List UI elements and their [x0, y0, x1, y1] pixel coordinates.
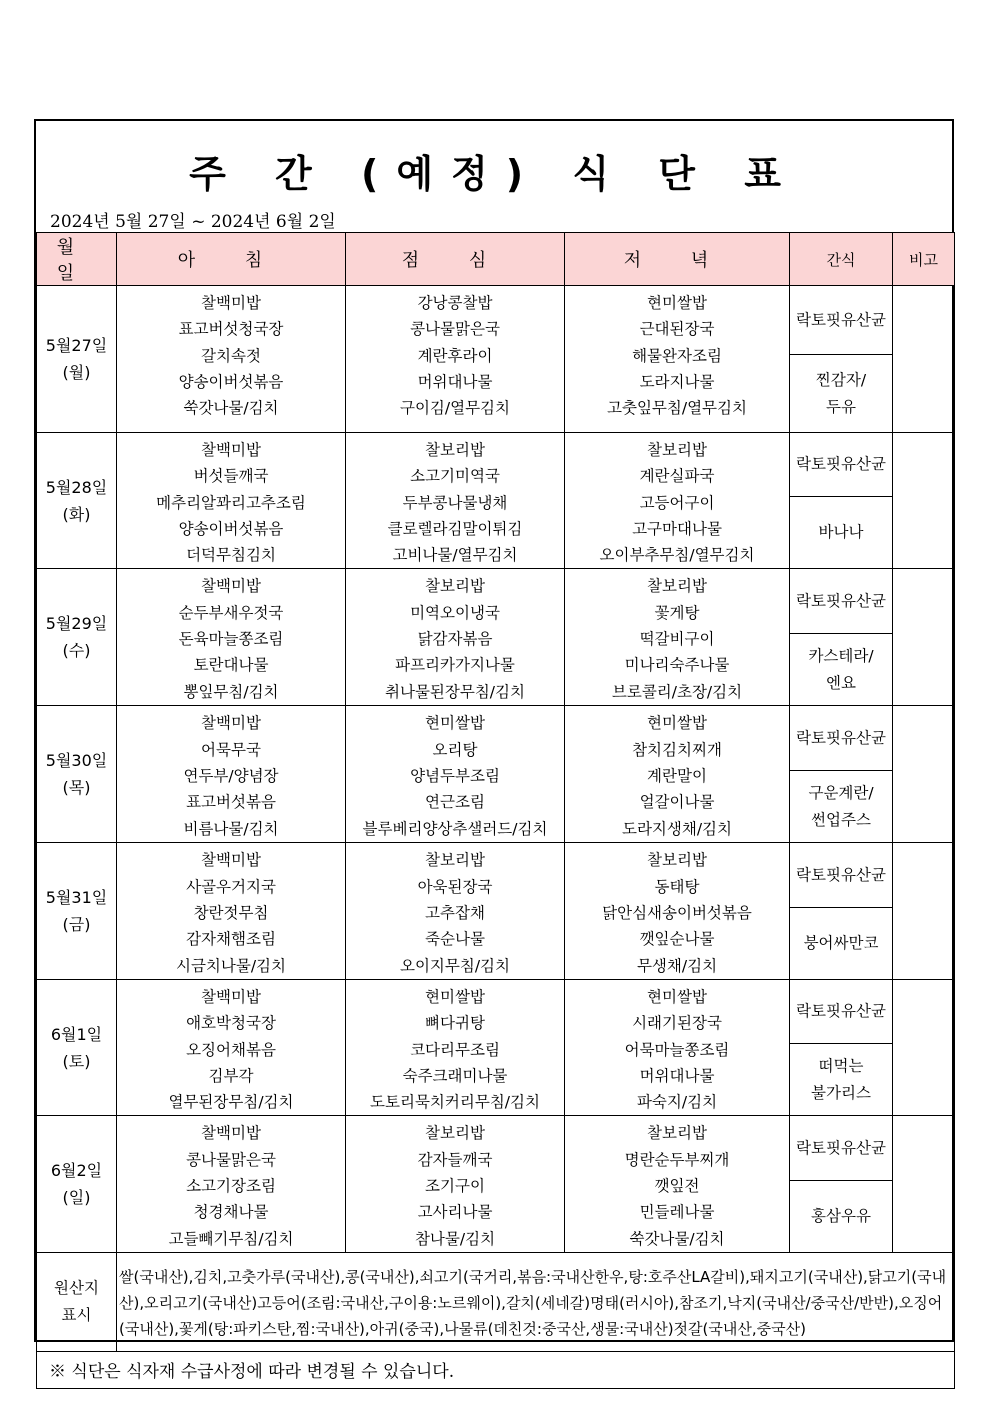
breakfast-item: 애호박청국장: [186, 1014, 276, 1033]
lunch-cell: [346, 569, 565, 706]
breakfast-item: 쑥갓나물/김치: [183, 399, 279, 418]
lunch-item: 죽순나물: [425, 930, 485, 949]
header-lunch: 점 심: [346, 233, 565, 286]
breakfast-cell: [117, 433, 346, 569]
day-weekday: (월): [62, 363, 91, 382]
lunch-cell: [346, 979, 565, 1115]
snack-item: 찐감자/ 두유: [790, 355, 893, 433]
remarks-cell: [893, 706, 955, 843]
breakfast-item: 순두부새우젓국: [178, 603, 284, 622]
day-cell: [37, 979, 117, 1115]
breakfast-item: 오징어채볶음: [186, 1040, 276, 1059]
remarks-cell: [893, 433, 955, 569]
lunch-cell: [346, 1116, 565, 1252]
remarks-cell: [893, 569, 955, 706]
dinner-item: 깻잎전: [654, 1177, 700, 1196]
snack-item: 카스테라/ 엔요: [790, 633, 893, 706]
remarks-cell: [893, 286, 955, 433]
day-cell: [37, 433, 117, 569]
breakfast-item: 토란대나물: [193, 656, 269, 675]
lunch-item: 참나물/김치: [414, 1229, 496, 1248]
remarks-cell: [893, 979, 955, 1115]
dinner-item: 도라지나물: [639, 372, 715, 391]
breakfast-item: 양송이버섯볶음: [178, 519, 284, 538]
day-cell: [37, 706, 117, 843]
dinner-item: 고춧잎무침/열무김치: [607, 399, 747, 418]
dinner-item: 고등어구이: [639, 493, 715, 512]
header-snack: 간식: [790, 233, 893, 286]
breakfast-item: 갈치속젓: [201, 346, 261, 365]
dinner-cell: [565, 979, 790, 1115]
header-dinner: 저 녁: [565, 233, 790, 286]
origin-row: [37, 1252, 955, 1351]
dinner-item: 현미쌀밥: [647, 987, 707, 1006]
breakfast-item: 표고버섯볶음: [186, 793, 276, 812]
dinner-item: 해물완자조림: [632, 346, 722, 365]
breakfast-item: 시금치나물/김치: [175, 956, 287, 975]
remarks-cell: [893, 1116, 955, 1252]
dinner-item: 닭안심새송이버섯볶음: [602, 904, 752, 923]
snack-probiotic: 락토핏유산균: [790, 706, 893, 770]
day-cell: [37, 1116, 117, 1252]
breakfast-item: 김부각: [208, 1066, 254, 1085]
dinner-item: 깻잎순나물: [639, 930, 715, 949]
lunch-item: 파프리카가지나물: [395, 656, 515, 675]
header-date: 월 일: [37, 233, 117, 286]
dinner-item: 찰보리밥: [647, 1124, 707, 1143]
dinner-item: 명란순두부찌개: [624, 1150, 730, 1169]
dinner-item: 계란말이: [647, 767, 707, 786]
lunch-item: 클로렐라김말이튀김: [387, 519, 523, 538]
breakfast-item: 찰백미밥: [201, 294, 261, 312]
lunch-item: 현미쌀밥: [425, 987, 485, 1006]
page-title: 주 간 (예정) 식 단 표: [189, 152, 799, 196]
breakfast-item: 버섯들깨국: [193, 467, 269, 486]
breakfast-cell: [117, 979, 346, 1115]
dinner-item: 어묵마늘쫑조림: [624, 1040, 730, 1059]
day-weekday: (토): [62, 1051, 91, 1071]
breakfast-item: 찰백미밥: [201, 987, 261, 1006]
origin-label: 원산지 표시: [37, 1252, 117, 1351]
day-cell: [37, 843, 117, 979]
day-weekday: (화): [62, 504, 91, 524]
day-date: 5월28일: [45, 477, 108, 497]
dinner-item: 시래기된장국: [632, 1014, 722, 1033]
notice-text: ※ 식단은 식자재 수급사정에 따라 변경될 수 있습니다.: [37, 1351, 955, 1388]
dinner-item: 현미쌀밥: [647, 714, 707, 733]
dinner-item: 파숙지/김치: [636, 1093, 718, 1112]
day-row: [37, 433, 955, 497]
lunch-item: 닭감자볶음: [417, 630, 493, 649]
dinner-item: 도라지생채/김치: [621, 819, 733, 838]
day-row: [37, 286, 955, 355]
lunch-item: 두부콩나물냉채: [402, 493, 508, 512]
snack-probiotic: 락토핏유산균: [790, 433, 893, 497]
lunch-item: 소고기미역국: [410, 467, 500, 486]
day-cell: [37, 286, 117, 433]
lunch-item: 찰보리밥: [425, 441, 485, 459]
lunch-item: 양념두부조림: [410, 767, 500, 786]
day-row: [37, 706, 955, 770]
breakfast-cell: [117, 286, 346, 433]
day-date: 6월2일: [50, 1161, 103, 1181]
lunch-item: 숙주크래미나물: [402, 1066, 508, 1085]
breakfast-cell: [117, 843, 346, 979]
dinner-item: 근대된장국: [639, 320, 715, 339]
dinner-cell: [565, 286, 790, 433]
lunch-item: 콩나물맑은국: [410, 320, 500, 339]
lunch-item: 코다리무조림: [410, 1040, 500, 1059]
lunch-item: 오이지무침/김치: [399, 956, 511, 975]
dinner-item: 찰보리밥: [647, 851, 707, 870]
lunch-item: 아욱된장국: [417, 877, 493, 896]
lunch-item: 고비나물/열무김치: [392, 546, 518, 565]
snack-item: 구운계란/ 썬업주스: [790, 770, 893, 843]
day-date: 5월31일: [45, 888, 108, 908]
period-label: 2024년 5월 27일 ~ 2024년 6월 2일: [50, 212, 336, 232]
dinner-cell: [565, 1116, 790, 1252]
note-row: [37, 1351, 955, 1388]
dinner-item: 찰보리밥: [647, 577, 707, 596]
snack-item: 떠먹는 불가리스: [790, 1044, 893, 1116]
breakfast-item: 청경채나물: [193, 1203, 269, 1222]
breakfast-cell: [117, 1116, 346, 1252]
menu-table: [36, 232, 955, 1389]
day-date: 5월30일: [45, 751, 108, 771]
lunch-item: 찰보리밥: [425, 851, 485, 870]
lunch-item: 계란후라이: [417, 346, 493, 365]
breakfast-item: 찰백미밥: [201, 714, 261, 733]
snack-item: 홍삼우유: [790, 1180, 893, 1252]
breakfast-item: 양송이버섯볶음: [178, 372, 284, 391]
dinner-item: 미나리숙주나물: [624, 656, 730, 675]
lunch-cell: [346, 843, 565, 979]
breakfast-item: 열무된장무침/김치: [168, 1093, 294, 1112]
lunch-item: 찰보리밥: [425, 577, 485, 596]
dinner-item: 꽃게탕: [654, 603, 700, 622]
dinner-cell: [565, 843, 790, 979]
breakfast-item: 비름나물/김치: [183, 819, 279, 838]
dinner-item: 머위대나물: [639, 1066, 715, 1085]
dinner-item: 찰보리밥: [647, 441, 707, 459]
snack-probiotic: 락토핏유산균: [790, 569, 893, 633]
snack-probiotic: 락토핏유산균: [790, 1116, 893, 1180]
breakfast-item: 돈육마늘쫑조림: [178, 630, 284, 649]
breakfast-cell: [117, 706, 346, 843]
day-date: 5월29일: [45, 614, 108, 634]
dinner-item: 떡갈비구이: [639, 630, 715, 649]
breakfast-item: 찰백미밥: [201, 1124, 261, 1143]
snack-probiotic: 락토핏유산균: [790, 843, 893, 907]
lunch-item: 머위대나물: [417, 372, 493, 391]
remarks-cell: [893, 843, 955, 979]
dinner-item: 오이부추무침/열무김치: [599, 546, 755, 565]
breakfast-item: 더덕무침김치: [186, 546, 276, 565]
lunch-item: 고사리나물: [417, 1203, 493, 1222]
breakfast-cell: [117, 569, 346, 706]
lunch-item: 현미쌀밥: [425, 714, 485, 733]
dinner-cell: [565, 706, 790, 843]
breakfast-item: 찰백미밥: [201, 441, 261, 459]
origin-text: 쌀(국내산),김치,고춧가루(국내산),콩(국내산),쇠고기(국거리,볶음:국내산한우,탕:호주산LA갈비),돼지고기(국내산),닭고기(국내산),오리고기(국내산)고등어(조림:국내산,구이용:노르웨이),갈치(세네갈)명태(러시아),참조기,낙지(국내산/중국산/반반),오징어(국내산),꽃게(탕:파키스탄,찜:국내산),아귀(중국),나물류(데친것:중국산,생물:국내산)젓갈(국내산,중국산): [117, 1252, 955, 1351]
lunch-cell: [346, 706, 565, 843]
header-row: [37, 233, 955, 286]
dinner-item: 무생채/김치: [636, 956, 718, 975]
lunch-item: 고추잡채: [425, 904, 485, 923]
breakfast-item: 찰백미밥: [201, 577, 261, 596]
day-weekday: (목): [62, 778, 91, 798]
lunch-item: 뼈다귀탕: [425, 1014, 485, 1033]
breakfast-item: 창란젓무침: [193, 904, 269, 923]
dinner-item: 동태탕: [654, 877, 700, 896]
dinner-item: 민들레나물: [639, 1203, 715, 1222]
dinner-item: 브로콜리/초장/김치: [611, 682, 743, 701]
dinner-item: 현미쌀밥: [647, 294, 707, 312]
snack-item: 붕어싸만코: [790, 907, 893, 979]
breakfast-item: 표고버섯청국장: [178, 320, 284, 339]
day-weekday: (금): [62, 915, 91, 935]
breakfast-item: 찰백미밥: [201, 851, 261, 870]
header-remarks: 비고: [893, 233, 955, 286]
day-weekday: (수): [62, 641, 91, 661]
snack-probiotic: 락토핏유산균: [790, 286, 893, 355]
dinner-item: 얼갈이나물: [639, 793, 715, 812]
breakfast-item: 메추리알꽈리고추조림: [156, 493, 306, 512]
snack-probiotic: 락토핏유산균: [790, 979, 893, 1043]
day-row: [37, 569, 955, 633]
day-date: 5월27일: [45, 336, 108, 355]
lunch-item: 감자들깨국: [417, 1150, 493, 1169]
dinner-item: 계란실파국: [639, 467, 715, 486]
breakfast-item: 감자채햄조림: [186, 930, 276, 949]
dinner-cell: [565, 433, 790, 569]
lunch-item: 찰보리밥: [425, 1124, 485, 1143]
snack-item: 바나나: [790, 497, 893, 569]
lunch-item: 미역오이냉국: [410, 603, 500, 622]
day-row: [37, 843, 955, 907]
lunch-item: 조기구이: [425, 1177, 485, 1196]
breakfast-item: 고들빼기무침/김치: [168, 1229, 294, 1248]
breakfast-item: 연두부/양념장: [183, 767, 279, 786]
menu-sheet: [34, 119, 954, 1383]
breakfast-item: 사골우거지국: [186, 877, 276, 896]
lunch-item: 연근조림: [425, 793, 485, 812]
dinner-item: 참치김치찌개: [632, 740, 722, 759]
day-date: 6월1일: [50, 1024, 103, 1044]
lunch-item: 강낭콩찰밥: [417, 294, 493, 312]
header-breakfast: 아 침: [117, 233, 346, 286]
lunch-item: 구이김/열무김치: [399, 399, 511, 418]
day-row: [37, 1116, 955, 1180]
lunch-cell: [346, 286, 565, 433]
lunch-item: 도토리묵치커리무침/김치: [370, 1093, 540, 1112]
breakfast-item: 어묵무국: [201, 740, 261, 759]
lunch-item: 취나물된장무침/김치: [385, 682, 525, 701]
lunch-item: 오리탕: [432, 740, 478, 759]
lunch-cell: [346, 433, 565, 569]
dinner-item: 쑥갓나물/김치: [629, 1229, 725, 1248]
breakfast-item: 콩나물맑은국: [186, 1150, 276, 1169]
day-row: [37, 979, 955, 1043]
breakfast-item: 소고기장조림: [186, 1177, 276, 1196]
dinner-cell: [565, 569, 790, 706]
day-weekday: (일): [62, 1188, 91, 1208]
dinner-item: 고구마대나물: [632, 519, 722, 538]
lunch-item: 블루베리양상추샐러드/김치: [362, 819, 548, 838]
breakfast-item: 뽕잎무침/김치: [183, 682, 279, 701]
day-cell: [37, 569, 117, 706]
